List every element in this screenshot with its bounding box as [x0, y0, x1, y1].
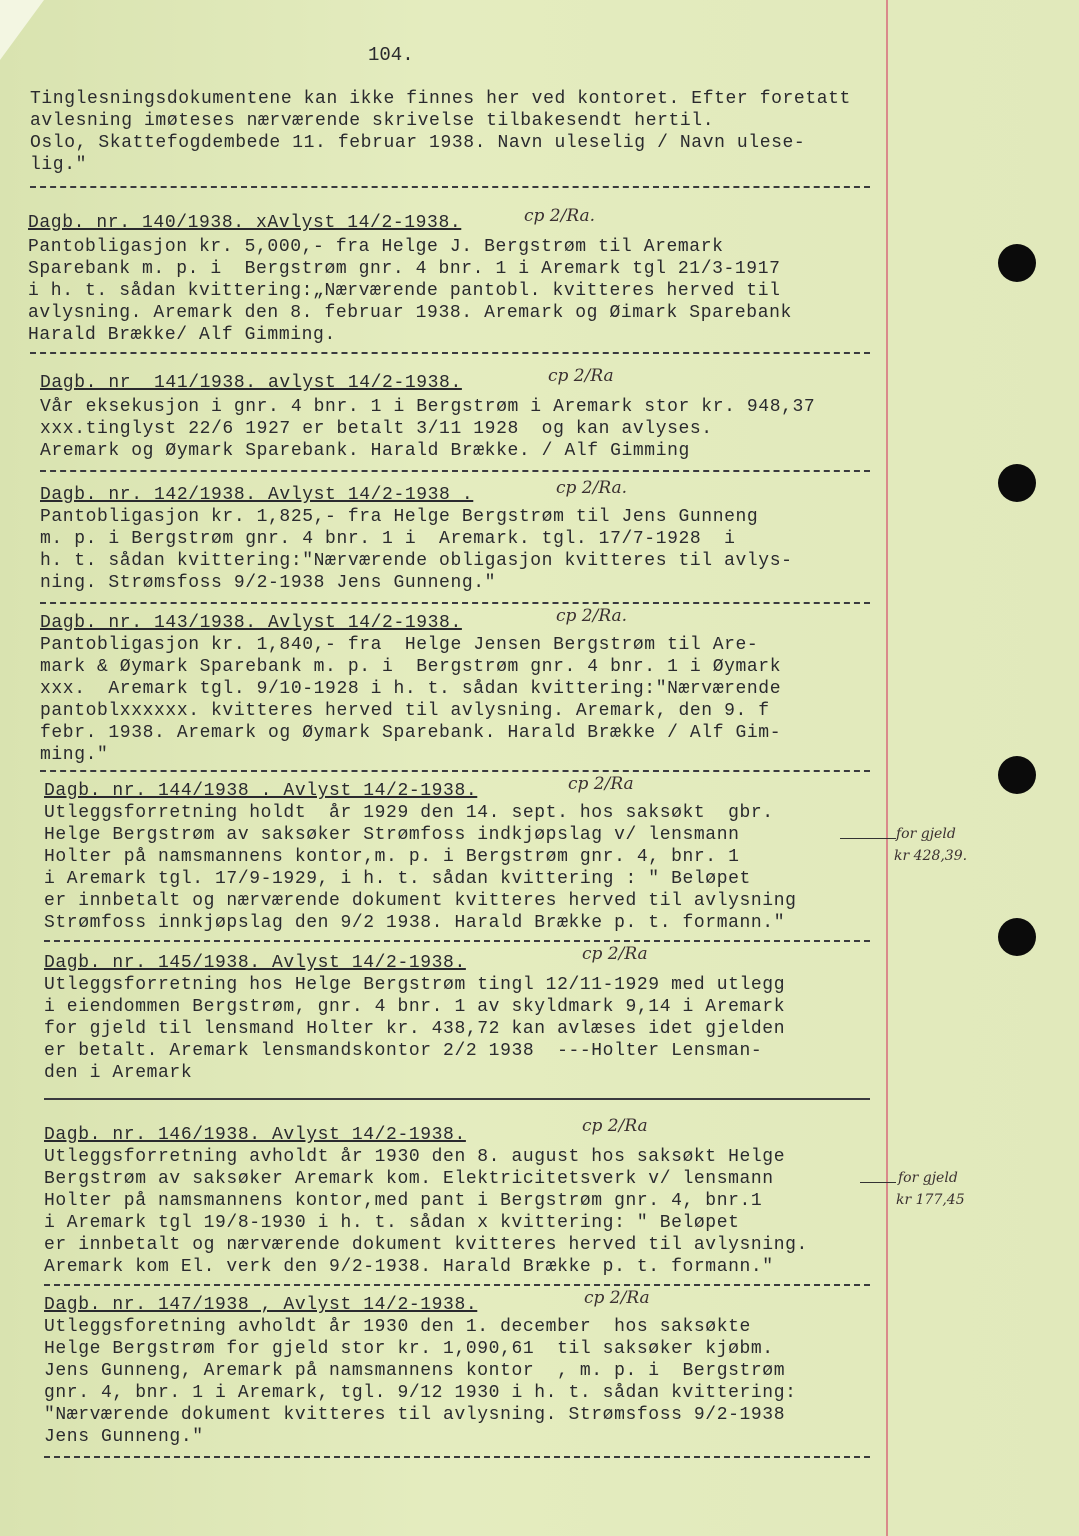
entry-line: i Aremark tgl 19/8-1930 i h. t. sådan x kvittering: " Beløpet [44, 1213, 740, 1233]
separator [40, 470, 870, 472]
entry-line: avlysning. Aremark den 8. februar 1938. Aremark og Øimark Sparebank [28, 303, 792, 323]
entry-line: xxx. Aremark tgl. 9/10-1928 i h. t. sådan kvittering:"Nærværende [40, 679, 782, 699]
entry-line: i h. t. sådan kvittering:„Nærværende pantobl. kvitteres herved til [28, 281, 781, 301]
handwritten-note: cp 2/Ra [582, 944, 648, 964]
entry-line: den i Aremark [44, 1063, 193, 1083]
entry-line: Jens Gunneng." [44, 1427, 204, 1447]
binder-hole [998, 918, 1036, 956]
separator [44, 1284, 870, 1286]
entry-line: febr. 1938. Aremark og Øymark Sparebank. Harald Brække / Alf Gim- [40, 723, 782, 743]
entry-line: ming." [40, 745, 109, 765]
entry-line: Bergstrøm av saksøker Aremark kom. Elektricitetsverk v/ lensmann [44, 1169, 774, 1189]
entry-line: Pantobligasjon kr. 1,825,- fra Helge Bergstrøm til Jens Gunneng [40, 507, 759, 527]
entry-header: Dagb. nr. 142/1938. Avlyst 14/2-1938 . [40, 485, 474, 505]
entry-line: Helge Bergstrøm av saksøker Strømfoss indkjøpslag v/ lensmann [44, 825, 740, 845]
separator [44, 1456, 870, 1458]
side-note: for gjeld [898, 1170, 958, 1186]
handwritten-note: cp 2/Ra [548, 366, 614, 386]
entry-line: Strømfoss innkjøpslag den 9/2 1938. Harald Brække p. t. formann." [44, 913, 786, 933]
entry-line: Helge Bergstrøm for gjeld stor kr. 1,090,61 til saksøker kjøbm. [44, 1339, 774, 1359]
entry-line: Sparebank m. p. i Bergstrøm gnr. 4 bnr. 1 i Aremark tgl 21/3-1917 [28, 259, 781, 279]
entry-line: Holter på namsmannens kontor,med pant i Bergstrøm gnr. 4, bnr.1 [44, 1191, 763, 1211]
page-number: 104. [368, 44, 414, 66]
entry-line: gnr. 4, bnr. 1 i Aremark, tgl. 9/12 1930 i h. t. sådan kvittering: [44, 1383, 797, 1403]
entry-header: Dagb. nr. 144/1938 . Avlyst 14/2-1938. [44, 781, 478, 801]
handwritten-note: cp 2/Ra [584, 1288, 650, 1308]
entry-line: mark & Øymark Sparebank m. p. i Bergstrøm gnr. 4 bnr. 1 i Øymark [40, 657, 782, 677]
intro-line: Oslo, Skattefogdembede 11. februar 1938. Navn uleselig / Navn ulese- [30, 133, 806, 153]
entry-line: Harald Brække/ Alf Gimming. [28, 325, 336, 345]
separator [30, 186, 870, 188]
entry-line: xxx.tinglyst 22/6 1927 er betalt 3/11 1928 og kan avlyses. [40, 419, 713, 439]
handwritten-note: cp 2/Ra [582, 1116, 648, 1136]
separator [30, 352, 870, 354]
entry-line: Utleggsforretning avholdt år 1930 den 8. august hos saksøkt Helge [44, 1147, 786, 1167]
entry-line: "Nærværende dokument kvitteres til avlysning. Strømsfoss 9/2-1938 [44, 1405, 786, 1425]
entry-header: Dagb. nr 141/1938. avlyst 14/2-1938. [40, 373, 462, 393]
side-note: for gjeld [896, 826, 956, 842]
handwritten-note: cp 2/Ra [568, 774, 634, 794]
folded-corner [0, 0, 44, 60]
entry-line: Aremark kom El. verk den 9/2-1938. Harald Brække p. t. formann." [44, 1257, 774, 1277]
entry-line: Holter på namsmannens kontor,m. p. i Bergstrøm gnr. 4, bnr. 1 [44, 847, 740, 867]
handwritten-note: cp 2/Ra. [556, 478, 628, 498]
entry-line: Pantobligasjon kr. 5,000,- fra Helge J. Bergstrøm til Aremark [28, 237, 724, 257]
entry-line: Utleggsforetning avholdt år 1930 den 1. december hos saksøkte [44, 1317, 751, 1337]
entry-line: m. p. i Bergstrøm gnr. 4 bnr. 1 i Aremark. tgl. 17/7-1928 i [40, 529, 736, 549]
separator [44, 1098, 870, 1100]
entry-header: Dagb. nr. 146/1938. Avlyst 14/2-1938. [44, 1125, 466, 1145]
binder-hole [998, 244, 1036, 282]
entry-line: er betalt. Aremark lensmandskontor 2/2 1938 ---Holter Lensman- [44, 1041, 763, 1061]
arrow-line [840, 838, 896, 839]
separator [40, 602, 870, 604]
entry-line: i eiendommen Bergstrøm, gnr. 4 bnr. 1 av skyldmark 9,14 i Aremark [44, 997, 786, 1017]
entry-header: Dagb. nr. 147/1938 , Avlyst 14/2-1938. [44, 1295, 478, 1315]
side-note: kr 428,39. [894, 848, 968, 864]
binder-hole [998, 756, 1036, 794]
entry-line: pantoblxxxxxx. kvitteres herved til avlysning. Aremark, den 9. f [40, 701, 770, 721]
entry-header: Dagb. nr. 145/1938. Avlyst 14/2-1938. [44, 953, 466, 973]
red-margin-line [886, 0, 888, 1536]
intro-line: Tinglesningsdokumentene kan ikke finnes her ved kontoret. Efter foretatt [30, 89, 851, 109]
entry-header: Dagb. nr. 143/1938. Avlyst 14/2-1938. [40, 613, 462, 633]
entry-line: er innbetalt og nærværende dokument kvitteres herved til avlysning [44, 891, 797, 911]
binder-hole [998, 464, 1036, 502]
entry-line: h. t. sådan kvittering:"Nærværende obligasjon kvitteres til avlys- [40, 551, 793, 571]
handwritten-note: cp 2/Ra. [524, 206, 596, 226]
intro-line: avlesning imøteses nærværende skrivelse tilbakesendt hertil. [30, 111, 715, 131]
handwritten-note: cp 2/Ra. [556, 606, 628, 626]
entry-line: ning. Strømsfoss 9/2-1938 Jens Gunneng." [40, 573, 497, 593]
entry-line: i Aremark tgl. 17/9-1929, i h. t. sådan kvittering : " Beløpet [44, 869, 751, 889]
intro-line: lig." [30, 155, 88, 175]
separator [44, 940, 870, 942]
entry-line: Pantobligasjon kr. 1,840,- fra Helge Jensen Bergstrøm til Are- [40, 635, 759, 655]
entry-line: er innbetalt og nærværende dokument kvitteres herved til avlysning. [44, 1235, 808, 1255]
entry-line: Aremark og Øymark Sparebank. Harald Brække. / Alf Gimming [40, 441, 690, 461]
side-note: kr 177,45 [896, 1192, 965, 1208]
entry-line: Jens Gunneng, Aremark på namsmannens kontor , m. p. i Bergstrøm [44, 1361, 786, 1381]
entry-line: Utleggsforretning hos Helge Bergstrøm tingl 12/11-1929 med utlegg [44, 975, 786, 995]
separator [40, 770, 870, 772]
entry-line: Utleggsforretning holdt år 1929 den 14. sept. hos saksøkt gbr. [44, 803, 774, 823]
entry-line: Vår eksekusjon i gnr. 4 bnr. 1 i Bergstrøm i Aremark stor kr. 948,37 [40, 397, 816, 417]
entry-header: Dagb. nr. 140/1938. xAvlyst 14/2-1938. [28, 213, 462, 233]
entry-line: for gjeld til lensmand Holter kr. 438,72 kan avlæses idet gjelden [44, 1019, 786, 1039]
arrow-line [860, 1182, 896, 1183]
